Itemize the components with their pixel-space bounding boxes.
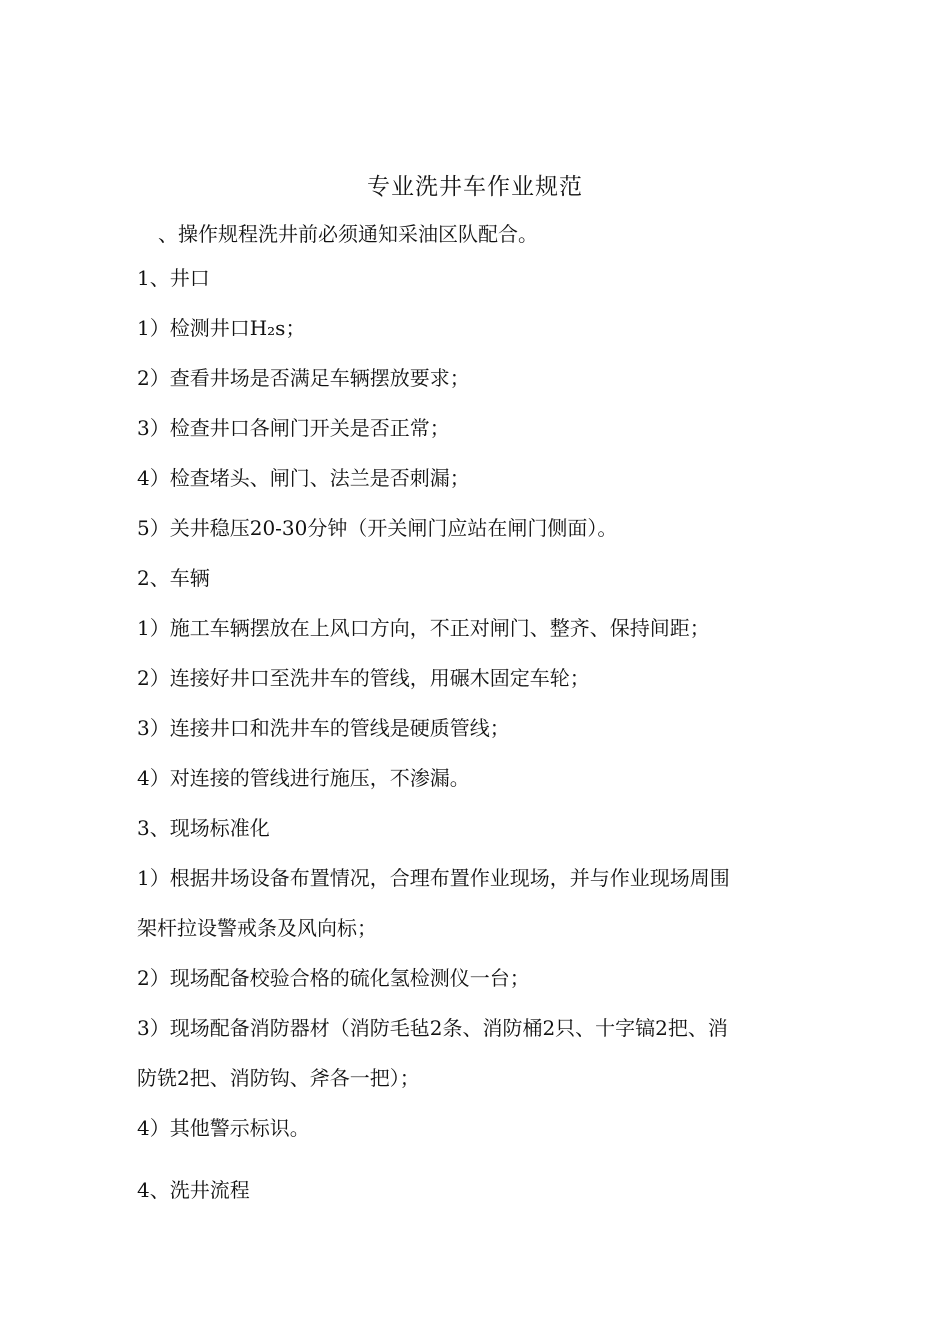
section-3-item-4: 4）其他警示标识。 xyxy=(137,1116,310,1140)
section-1-item-4: 4）检查堵头、闸门、法兰是否刺漏； xyxy=(137,466,470,490)
section-1-item-2: 2）查看井场是否满足车辆摆放要求； xyxy=(137,366,470,390)
section-heading-1: 1、井口 xyxy=(137,266,210,290)
intro-line: 、操作规程洗井前必须通知采油区队配合。 xyxy=(158,222,538,246)
section-heading-3: 3、现场标准化 xyxy=(137,816,270,840)
section-2-item-3: 3）连接井口和洗井车的管线是硬质管线； xyxy=(137,716,510,740)
section-1-item-5: 5）关井稳压20-30分钟（开关闸门应站在闸门侧面）。 xyxy=(137,516,618,540)
section-3-item-3-cont: 防铣2把、消防钩、斧各一把）； xyxy=(137,1066,420,1090)
section-1-item-3: 3）检查井口各闸门开关是否正常； xyxy=(137,416,450,440)
section-3-item-1-cont: 架杆拉设警戒条及风向标； xyxy=(137,916,377,940)
section-2-item-2: 2）连接好井口至洗井车的管线，用碾木固定车轮； xyxy=(137,666,590,690)
section-2-item-1: 1）施工车辆摆放在上风口方向，不正对闸门、整齐、保持间距； xyxy=(137,616,710,640)
section-heading-2: 2、车辆 xyxy=(137,566,210,590)
section-2-item-4: 4）对连接的管线进行施压，不渗漏。 xyxy=(137,766,470,790)
section-3-item-3: 3）现场配备消防器材（消防毛毡2条、消防桶2只、十字镐2把、消 xyxy=(137,1016,728,1040)
document-title: 专业洗井车作业规范 xyxy=(367,174,583,200)
section-3-item-2: 2）现场配备校验合格的硫化氢检测仪一台； xyxy=(137,966,530,990)
section-heading-4: 4、洗井流程 xyxy=(137,1178,250,1202)
section-1-item-1: 1）检测井口H₂s； xyxy=(137,316,306,340)
section-3-item-1: 1）根据井场设备布置情况，合理布置作业现场，并与作业现场周围 xyxy=(137,866,730,890)
